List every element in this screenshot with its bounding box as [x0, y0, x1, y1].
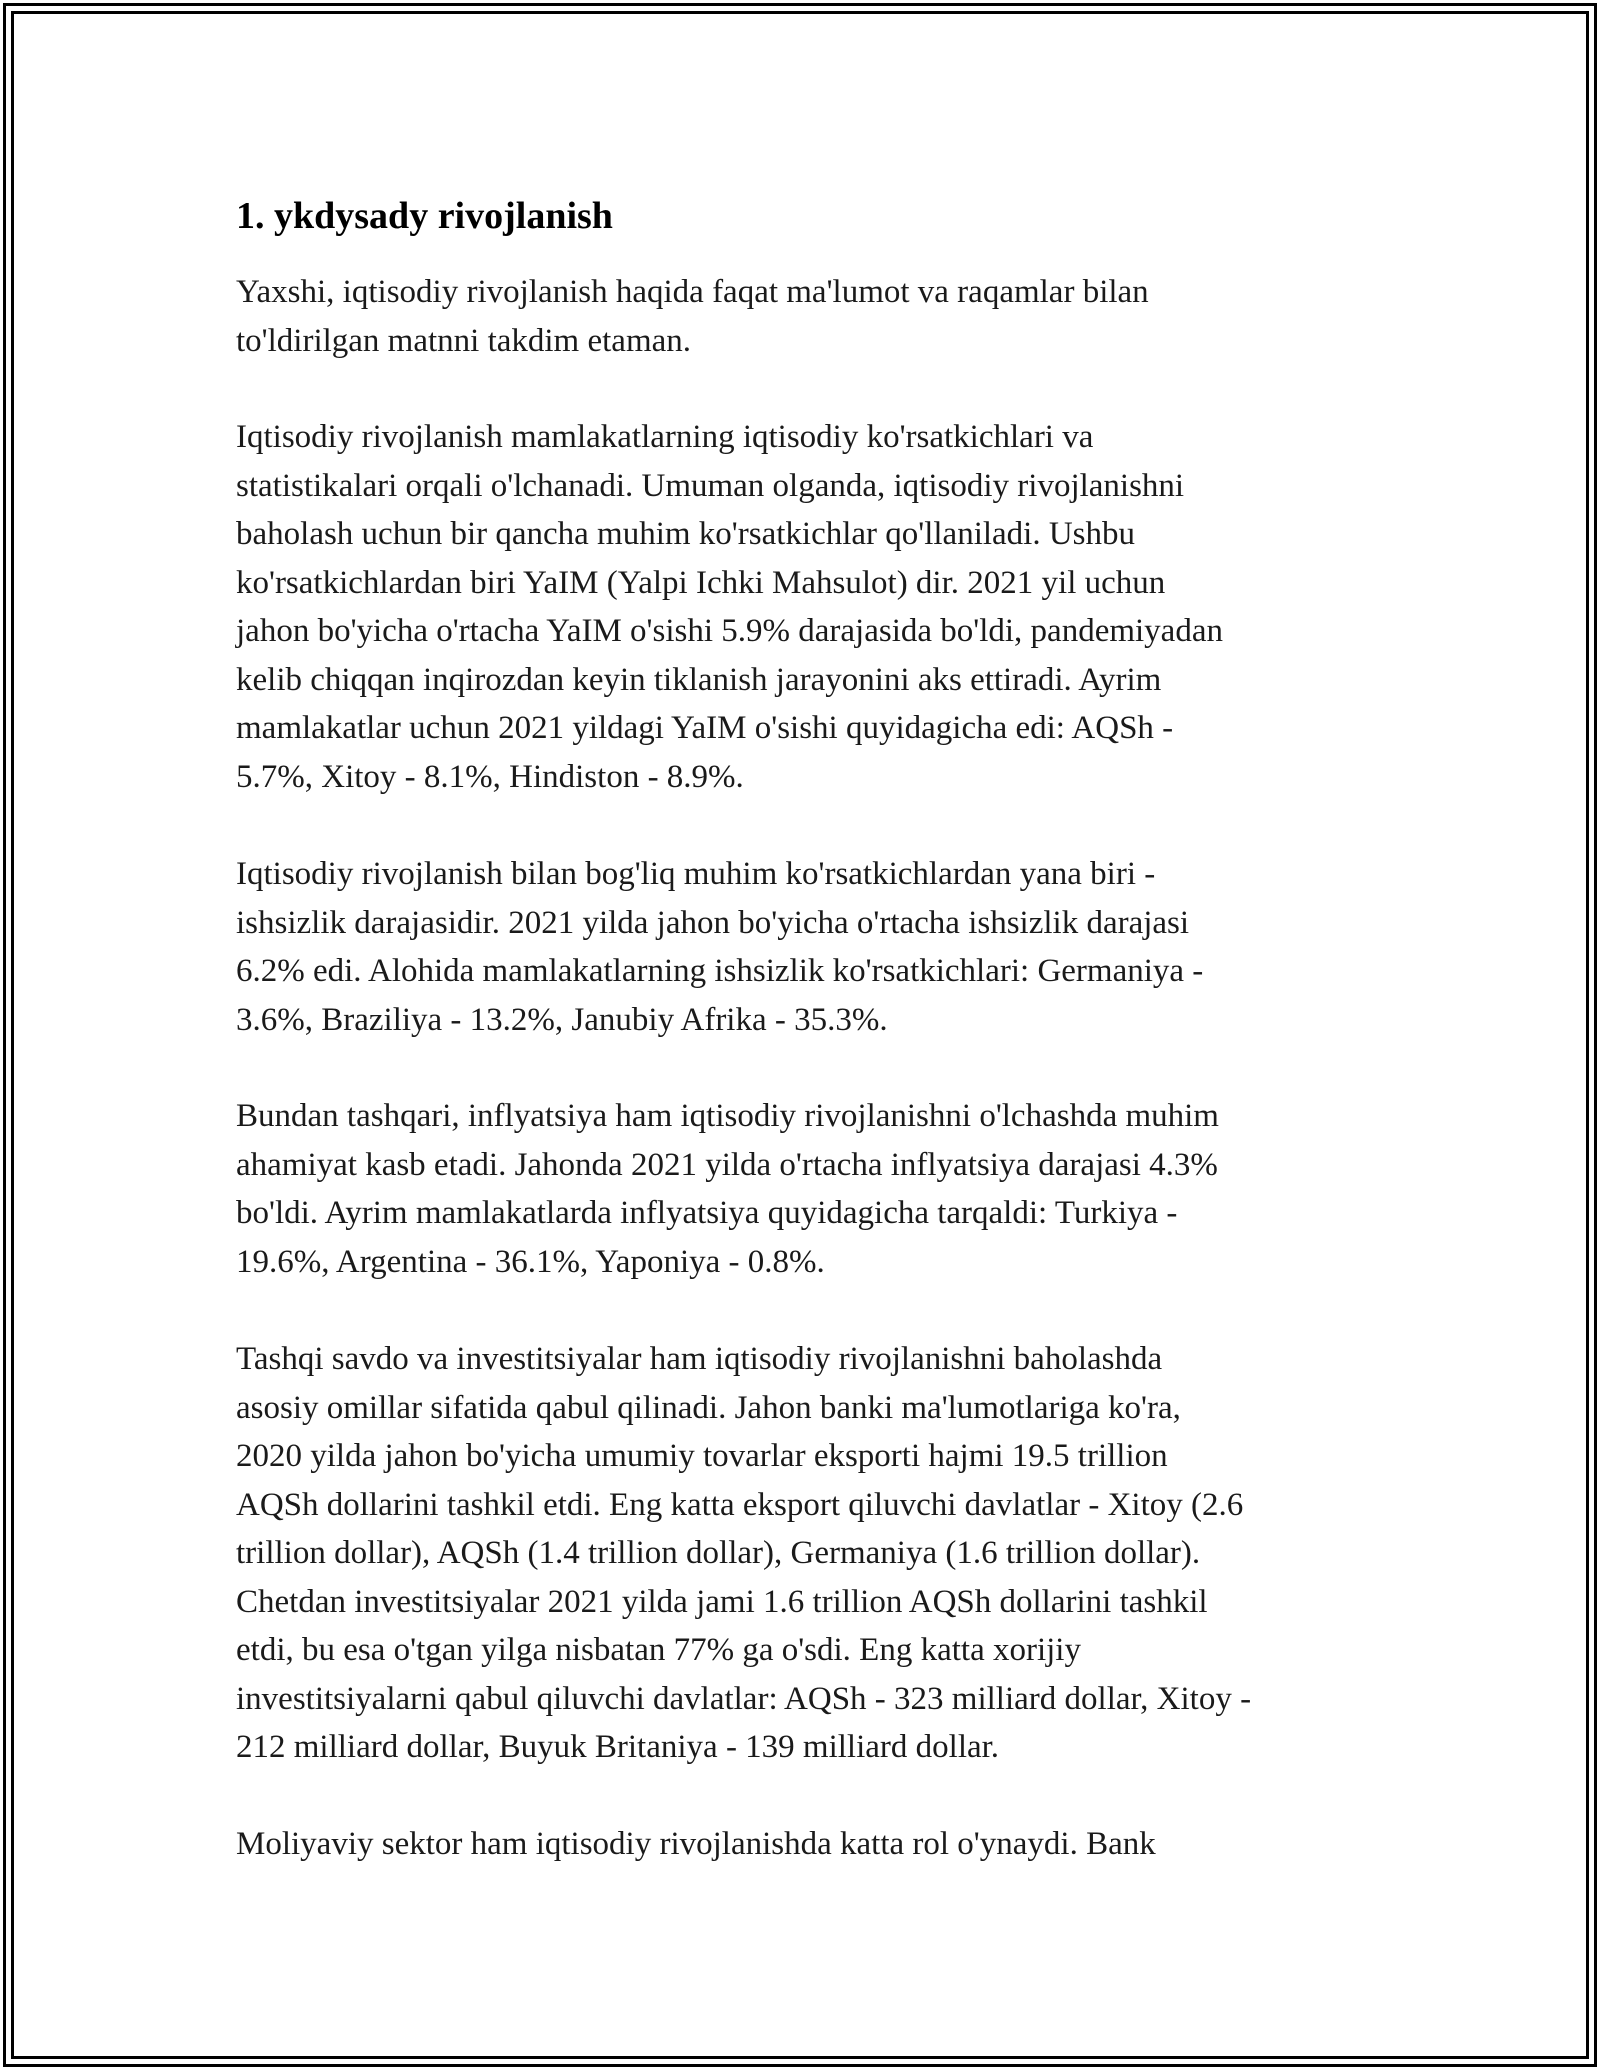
- text-line: Bundan tashqari, inflyatsiya ham iqtisodiy rivojlanishni o'lchashda muhim: [236, 1098, 1219, 1134]
- paragraph-unemployment: [236, 850, 1203, 1044]
- paragraph-trade-investment: [236, 1335, 1251, 1772]
- paragraph-financial-sector: [236, 1820, 1156, 1869]
- text-line: 19.6%, Argentina - 36.1%, Yaponiya - 0.8%.: [236, 1243, 825, 1280]
- text-line: 212 milliard dollar, Buyuk Britaniya - 139 milliard dollar.: [236, 1729, 1000, 1765]
- text-line: Moliyaviy sektor ham iqtisodiy rivojlanishda katta rol o'ynaydi. Bank: [236, 1826, 1156, 1862]
- text-line: 6.2% edi. Alohida mamlakatlarning ishsizlik ko'rsatkichlari: Germaniya -: [236, 953, 1204, 989]
- paragraph-inflation: [236, 1092, 1219, 1286]
- text-line: ahamiyat kasb etadi. Jahonda 2021 yilda o'rtacha inflyatsiya darajasi 4.3%: [236, 1146, 1218, 1183]
- text-line: statistikalari orqali o'lchanadi. Umuman olganda, iqtisodiy rivojlanishni: [236, 467, 1185, 504]
- text-line: 5.7%, Xitoy - 8.1%, Hindiston - 8.9%.: [236, 758, 744, 795]
- text-line: investitsiyalarni qabul qiluvchi davlatlar: AQSh - 323 milliard dollar, Xitoy -: [236, 1680, 1252, 1717]
- text-line: ko'rsatkichlardan biri YaIM (Yalpi Ichki Mahsulot) dir. 2021 yil uchun: [236, 564, 1166, 601]
- paragraph-intro: [236, 268, 1149, 365]
- text-line: Chetdan investitsiyalar 2021 yilda jami 1.6 trillion AQSh dollarini tashkil: [236, 1583, 1208, 1620]
- text-line: baholash uchun bir qancha muhim ko'rsatkichlar qo'llaniladi. Ushbu: [236, 516, 1136, 552]
- text-line: kelib chiqqan inqirozdan keyin tiklanish jarayonini aks ettiradi. Ayrim: [236, 661, 1162, 698]
- text-line: asosiy omillar sifatida qabul qilinadi. Jahon banki ma'lumotlariga ko'ra,: [236, 1389, 1181, 1426]
- text-line: AQSh dollarini tashkil etdi. Eng katta eksport qiluvchi davlatlar - Xitoy (2.6: [236, 1486, 1244, 1523]
- paragraph-gdp: [236, 413, 1223, 801]
- text-line: Iqtisodiy rivojlanish mamlakatlarning iqtisodiy ko'rsatkichlari va: [236, 419, 1094, 455]
- text-line: 2020 yilda jahon bo'yicha umumiy tovarlar eksporti hajmi 19.5 trillion: [236, 1438, 1168, 1474]
- text-line: Iqtisodiy rivojlanish bilan bog'liq muhim ko'rsatkichlardan yana biri -: [236, 856, 1156, 892]
- text-line: etdi, bu esa o'tgan yilga nisbatan 77% ga o'sdi. Eng katta xorijiy: [236, 1632, 1081, 1668]
- text-line: Tashqi savdo va investitsiyalar ham iqtisodiy rivojlanishni baholashda: [236, 1341, 1163, 1377]
- text-line: jahon bo'yicha o'rtacha YaIM o'sishi 5.9% darajasida bo'ldi, pandemiyadan: [236, 613, 1223, 649]
- text-line: Yaxshi, iqtisodiy rivojlanish haqida faqat ma'lumot va raqamlar bilan: [236, 274, 1149, 310]
- document-page: [236, 188, 1376, 1862]
- text-line: ishsizlik darajasidir. 2021 yilda jahon bo'yicha o'rtacha ishsizlik darajasi: [236, 904, 1190, 941]
- text-line: to'ldirilgan matnni takdim etaman.: [236, 322, 692, 359]
- text-line: mamlakatlar uchun 2021 yildagi YaIM o'sishi quyidagicha edi: AQSh -: [236, 710, 1174, 746]
- text-line: 3.6%, Braziliya - 13.2%, Janubiy Afrika - 35.3%.: [236, 1001, 888, 1038]
- text-line: trillion dollar), AQSh (1.4 trillion dollar), Germaniya (1.6 trillion dollar).: [236, 1535, 1201, 1571]
- document-heading: 1. ykdysady rivojlanish: [236, 195, 613, 237]
- text-line: bo'ldi. Ayrim mamlakatlarda inflyatsiya quyidagicha tarqaldi: Turkiya -: [236, 1195, 1178, 1231]
